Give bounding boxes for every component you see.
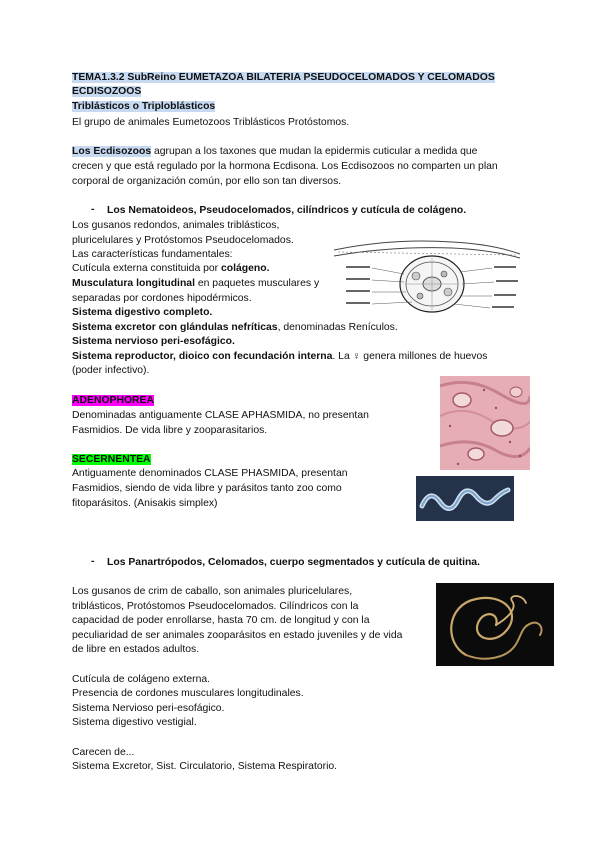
panart-feature-1: Cutícula de colágeno externa. [72, 674, 211, 685]
carecen-label: Carecen de... [72, 747, 135, 758]
title-line-2: ECDISOZOOS [72, 86, 142, 97]
bullet-nematoideos: - [91, 204, 95, 215]
carecen-list: Sistema Excretor, Sist. Circulatorio, Sistema Respiratorio. [72, 761, 338, 772]
nema-line-4: Cutícula externa constituida por colágeno. [72, 263, 270, 274]
panartropodos-heading: Los Panartrópodos, Celomados, cuerpo segmentados y cutícula de quitina. [107, 557, 480, 568]
anisakis-micrograph-image [416, 476, 514, 521]
nema-line-6: separadas por cordones hipodérmicos. [72, 293, 252, 304]
ecdisozoos-term: Los Ecdisozoos [72, 146, 152, 157]
nema-line-11: (poder infectivo). [72, 365, 150, 376]
ecdisozoos-line-1: Los Ecdisozoos agrupan a los taxones que mudan la epidermis cuticular a medida que [72, 146, 478, 157]
panart-para-line-4: peculiaridad de ser animales zooparásitos en estado juveniles y de vida [72, 630, 403, 641]
adenophorea-line-1: Denominadas antiguamente CLASE APHASMIDA, no presentan [72, 410, 369, 421]
panart-feature-3: Sistema Nervioso peri-esofágico. [72, 703, 225, 714]
histology-section-image [440, 376, 530, 470]
intro-text: El grupo de animales Eumetozoos Triblásticos Protóstomos. [72, 117, 350, 128]
panart-para-line-3: capacidad de poder enrollarse, hasta 70 cm. de longitud y con la [72, 615, 370, 626]
nema-line-5: Musculatura longitudinal en paquetes musculares y [72, 278, 320, 289]
ecdisozoos-line-3: corporal de organización común, por ello son tan diversos. [72, 176, 342, 187]
nema-line-1: Los gusanos redondos, animales triblásticos, [72, 220, 280, 231]
horsehair-worm-photo [436, 583, 554, 666]
ecdisozoos-line-2: crecen y que está regulado por la hormona Ecdisona. Los Ecdisozoos no comparten un plan [72, 161, 498, 172]
nema-line-10: Sistema reproductor, dioico con fecundación interna. La ♀ genera millones de huevos [72, 351, 488, 362]
title-line-1: TEMA1.3.2 SubReino EUMETAZOA BILATERIA PSEUDOCELOMADOS Y CELOMADOS [72, 72, 495, 83]
bullet-panartropodos: - [91, 556, 95, 567]
panart-feature-2: Presencia de cordones musculares longitudinales. [72, 688, 304, 699]
nema-line-9: Sistema nervioso peri-esofágico. [72, 336, 235, 347]
secernentea-line-1: Antiguamente denominados CLASE PHASMIDA, presentan [72, 468, 348, 479]
nema-line-3: Las características fundamentales: [72, 249, 233, 260]
nema-line-8: Sistema excretor con glándulas nefríticas, denominadas Renículos. [72, 322, 398, 333]
nema-line-7: Sistema digestivo completo. [72, 307, 213, 318]
secernentea-line-3: fitoparásitos. (Anisakis simplex) [72, 498, 218, 509]
panart-para-line-1: Los gusanos de crim de caballo, son animales pluricelulares, [72, 586, 353, 597]
adenophorea-label: ADENOPHOREA [72, 395, 154, 406]
panart-para-line-2: triblásticos, Protóstomos Pseudocelomados. Cilíndricos con la [72, 601, 359, 612]
secernentea-label: SECERNENTEA [72, 454, 151, 465]
panart-feature-4: Sistema digestivo vestigial. [72, 717, 197, 728]
adenophorea-line-2: Fasmidios. De vida libre y zooparasitarios. [72, 425, 268, 436]
nematoideos-heading: Los Nematoideos, Pseudocelomados, cilíndricos y cutícula de colágeno. [107, 205, 467, 216]
panart-para-line-5: de libre en estados adultos. [72, 644, 200, 655]
nema-line-2: pluricelulares y Protóstomos Pseudocelomados. [72, 235, 294, 246]
nematode-cross-section-diagram [332, 234, 522, 316]
subtitle: Triblásticos o Triploblásticos [72, 101, 216, 112]
secernentea-line-2: Fasmidios, siendo de vida libre y parásitos tanto zoo como [72, 483, 342, 494]
